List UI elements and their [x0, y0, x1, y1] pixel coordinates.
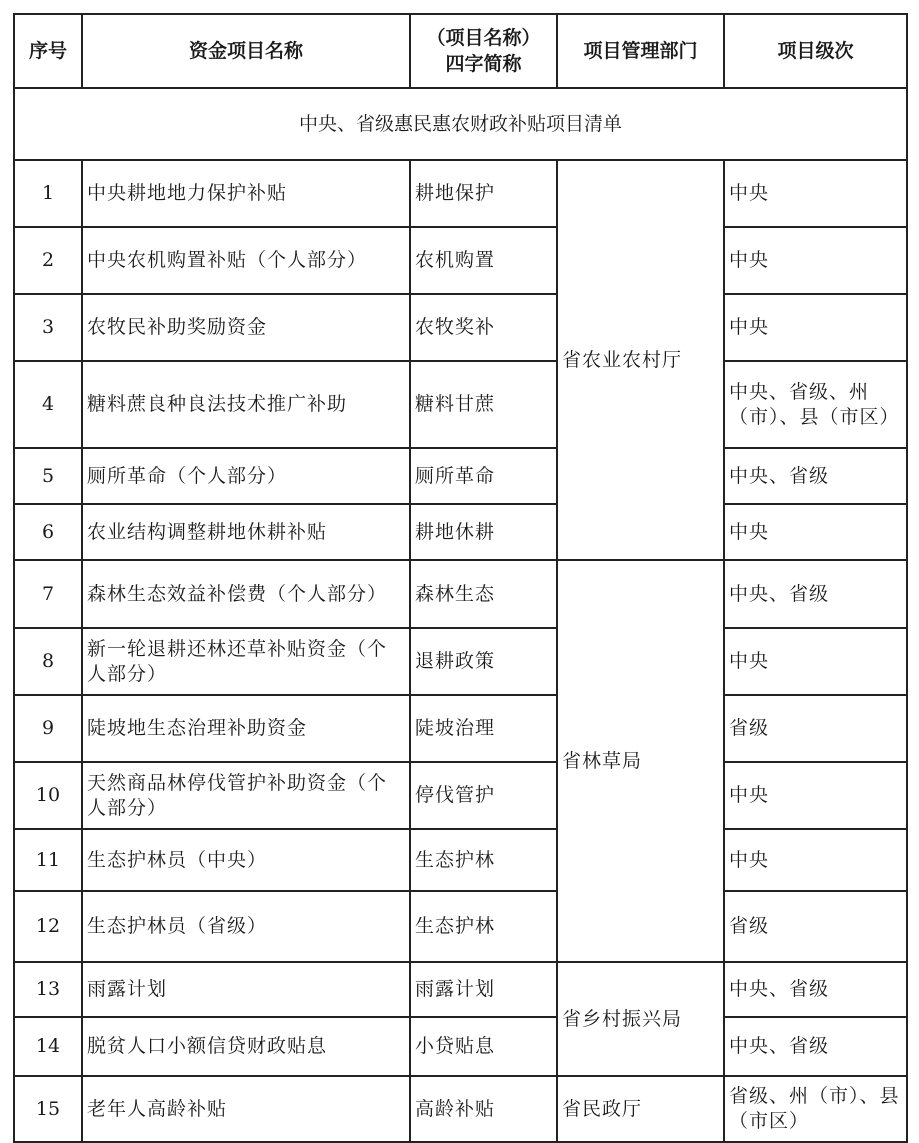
table-row	[14, 361, 907, 448]
row-level: 中央	[724, 227, 907, 294]
header-name: 资金项目名称	[82, 14, 410, 88]
row-abbr: 雨露计划	[410, 962, 557, 1017]
row-abbr: 耕地休耕	[410, 504, 557, 560]
header-abbr-line2: 四字简称	[445, 53, 522, 75]
table-row	[14, 762, 907, 829]
row-abbr: 停伐管护	[410, 762, 557, 829]
row-level: 中央	[724, 504, 907, 560]
row-no: 5	[14, 448, 82, 504]
row-no: 1	[14, 160, 82, 227]
dept-forestry: 省林草局	[557, 560, 724, 962]
header-level: 项目级次	[724, 14, 907, 88]
row-level: 中央	[724, 628, 907, 695]
table-row	[14, 560, 907, 628]
row-abbr: 农机购置	[410, 227, 557, 294]
row-level: 省级	[724, 695, 907, 762]
row-level: 中央、省级	[724, 448, 907, 504]
row-name: 生态护林员（省级）	[82, 891, 410, 962]
row-no: 15	[14, 1076, 82, 1142]
row-abbr: 农牧奖补	[410, 294, 557, 361]
row-no: 8	[14, 628, 82, 695]
table-row	[14, 695, 907, 762]
header-dept: 项目管理部门	[557, 14, 724, 88]
row-abbr: 森林生态	[410, 560, 557, 628]
row-name: 糖料蔗良种良法技术推广补助	[82, 361, 410, 448]
row-level: 中央、省级	[724, 560, 907, 628]
table-row	[14, 160, 907, 227]
table-row	[14, 1017, 907, 1076]
row-name: 生态护林员（中央）	[82, 829, 410, 891]
row-abbr: 耕地保护	[410, 160, 557, 227]
row-no: 12	[14, 891, 82, 962]
header-abbr-line1: （项目名称）	[426, 27, 541, 49]
row-no: 3	[14, 294, 82, 361]
dept-civil-affairs: 省民政厅	[557, 1076, 724, 1142]
table-row	[14, 962, 907, 1017]
row-abbr: 生态护林	[410, 829, 557, 891]
section-row	[14, 88, 907, 160]
row-no: 13	[14, 962, 82, 1017]
row-no: 2	[14, 227, 82, 294]
row-level: 中央	[724, 829, 907, 891]
dept-rural-revitalization: 省乡村振兴局	[557, 962, 724, 1076]
dept-agriculture: 省农业农村厅	[557, 160, 724, 560]
row-no: 14	[14, 1017, 82, 1076]
table-row	[14, 891, 907, 962]
row-name: 天然商品林停伐管护补助资金（个人部分）	[82, 762, 410, 829]
row-name: 农业结构调整耕地休耕补贴	[82, 504, 410, 560]
table-row	[14, 1076, 907, 1142]
row-no: 9	[14, 695, 82, 762]
row-name: 新一轮退耕还林还草补贴资金（个人部分）	[82, 628, 410, 695]
row-no: 6	[14, 504, 82, 560]
row-abbr: 厕所革命	[410, 448, 557, 504]
row-level: 中央	[724, 762, 907, 829]
table-row	[14, 227, 907, 294]
row-abbr: 陡坡治理	[410, 695, 557, 762]
row-level: 中央	[724, 294, 907, 361]
row-no: 10	[14, 762, 82, 829]
table-row	[14, 628, 907, 695]
row-name: 老年人高龄补贴	[82, 1076, 410, 1142]
row-level: 中央、省级、州（市）、县（市区）	[724, 361, 907, 448]
row-abbr: 退耕政策	[410, 628, 557, 695]
row-no: 7	[14, 560, 82, 628]
row-name: 脱贫人口小额信贷财政贴息	[82, 1017, 410, 1076]
row-abbr: 糖料甘蔗	[410, 361, 557, 448]
table-row	[14, 448, 907, 504]
row-no: 11	[14, 829, 82, 891]
section-title: 中央、省级惠民惠农财政补贴项目清单	[14, 88, 907, 160]
table-row	[14, 504, 907, 560]
row-level: 省级	[724, 891, 907, 962]
row-name: 雨露计划	[82, 962, 410, 1017]
row-level: 省级、州（市）、县（市区）	[724, 1076, 907, 1142]
row-name: 农牧民补助奖励资金	[82, 294, 410, 361]
row-name: 森林生态效益补偿费（个人部分）	[82, 560, 410, 628]
row-name: 陡坡地生态治理补助资金	[82, 695, 410, 762]
row-no: 4	[14, 361, 82, 448]
table-row	[14, 829, 907, 891]
row-level: 中央、省级	[724, 1017, 907, 1076]
row-abbr: 生态护林	[410, 891, 557, 962]
row-abbr: 小贷贴息	[410, 1017, 557, 1076]
row-name: 中央农机购置补贴（个人部分）	[82, 227, 410, 294]
header-row	[14, 14, 907, 88]
header-no: 序号	[14, 14, 82, 88]
row-abbr: 高龄补贴	[410, 1076, 557, 1142]
table-row	[14, 294, 907, 361]
header-abbr	[410, 14, 557, 88]
row-name: 中央耕地地力保护补贴	[82, 160, 410, 227]
row-name: 厕所革命（个人部分）	[82, 448, 410, 504]
row-level: 中央、省级	[724, 962, 907, 1017]
row-level: 中央	[724, 160, 907, 227]
subsidy-project-table	[13, 13, 908, 1143]
